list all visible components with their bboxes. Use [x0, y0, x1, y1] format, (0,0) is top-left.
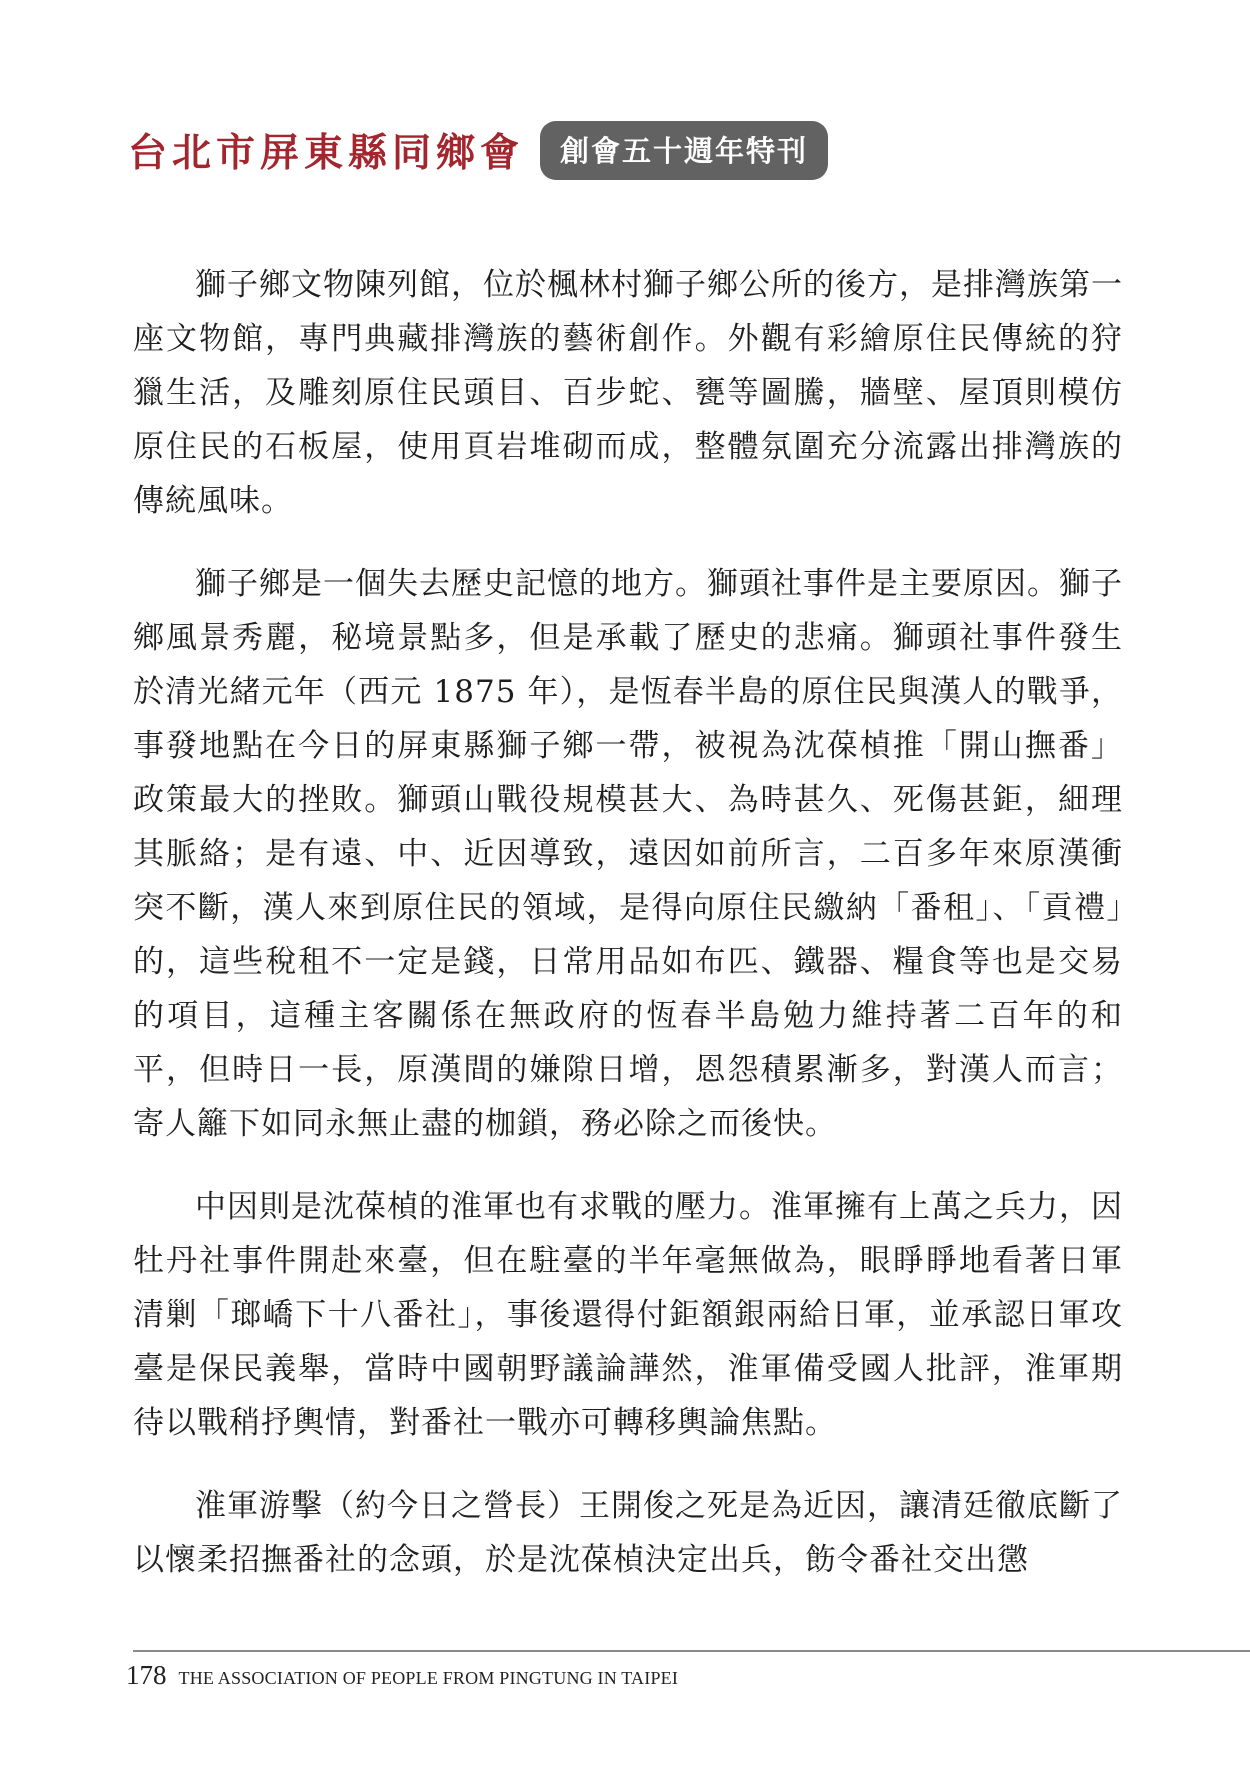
special-edition-badge: 創會五十週年特刊 [540, 121, 828, 180]
footer-divider [133, 1650, 1250, 1652]
page-footer [126, 1660, 678, 1691]
paragraph: 獅子鄉文物陳列館，位於楓林村獅子鄉公所的後方，是排灣族第一座文物館，專門典藏排灣族的藝術創作。外觀有彩繪原住民傳統的狩獵生活，及雕刻原住民頭目、百步蛇、甕等圖騰，牆壁、屋頂則模仿原住民的石板屋，使用頁岩堆砌而成，整體氛圍充分流露出排灣族的傳統風味。 [133, 267, 1123, 519]
article-body [133, 258, 1123, 1616]
paragraph: 淮軍游擊（約今日之營長）王開俊之死是為近因，讓清廷徹底斷了以懷柔招撫番社的念頭，於是沈葆楨決定出兵，飭令番社交出懲 [133, 1488, 1123, 1578]
page-header [128, 118, 828, 182]
paragraph: 獅子鄉是一個失去歷史記憶的地方。獅頭社事件是主要原因。獅子鄉風景秀麗，秘境景點多，但是承載了歷史的悲痛。獅頭社事件發生於清光緒元年（西元 1875 年），是恆春半島的原住民與漢人的戰爭，事發地點在今日的屏東縣獅子鄉一帶，被視為沈葆楨推「開山撫番」政策最大的挫敗。獅頭山戰役規模甚大、為時甚久、死傷甚鉅，細理其脈絡；是有遠、中、近因導致，遠因如前所言，二百多年來原漢衝突不斷，漢人來到原住民的領域，是得向原住民繳納「番租」、「貢禮」的，這些稅租不一定是錢，日常用品如布匹、鐵器、糧食等也是交易的項目，這種主客關係在無政府的恆春半島勉力維持著二百年的和平，但時日一長，原漢間的嫌隙日增，恩怨積累漸多，對漢人而言；寄人籬下如同永無止盡的枷鎖，務必除之而後快。 [133, 566, 1123, 1142]
org-name-title: 台北市屏東縣同鄉會 [128, 130, 525, 176]
running-title: THE ASSOCIATION OF PEOPLE FROM PINGTUNG IN TAIPEI [178, 1668, 679, 1688]
page-number: 178 [126, 1660, 167, 1690]
paragraph: 中因則是沈葆楨的淮軍也有求戰的壓力。淮軍擁有上萬之兵力，因牡丹社事件開赴來臺，但在駐臺的半年毫無做為，眼睜睜地看著日軍清剿「瑯嶠下十八番社」，事後還得付鉅額銀兩給日軍，並承認日軍攻臺是保民義舉，當時中國朝野議論譁然，淮軍備受國人批評，淮軍期待以戰稍抒輿情，對番社一戰亦可轉移輿論焦點。 [133, 1189, 1123, 1441]
